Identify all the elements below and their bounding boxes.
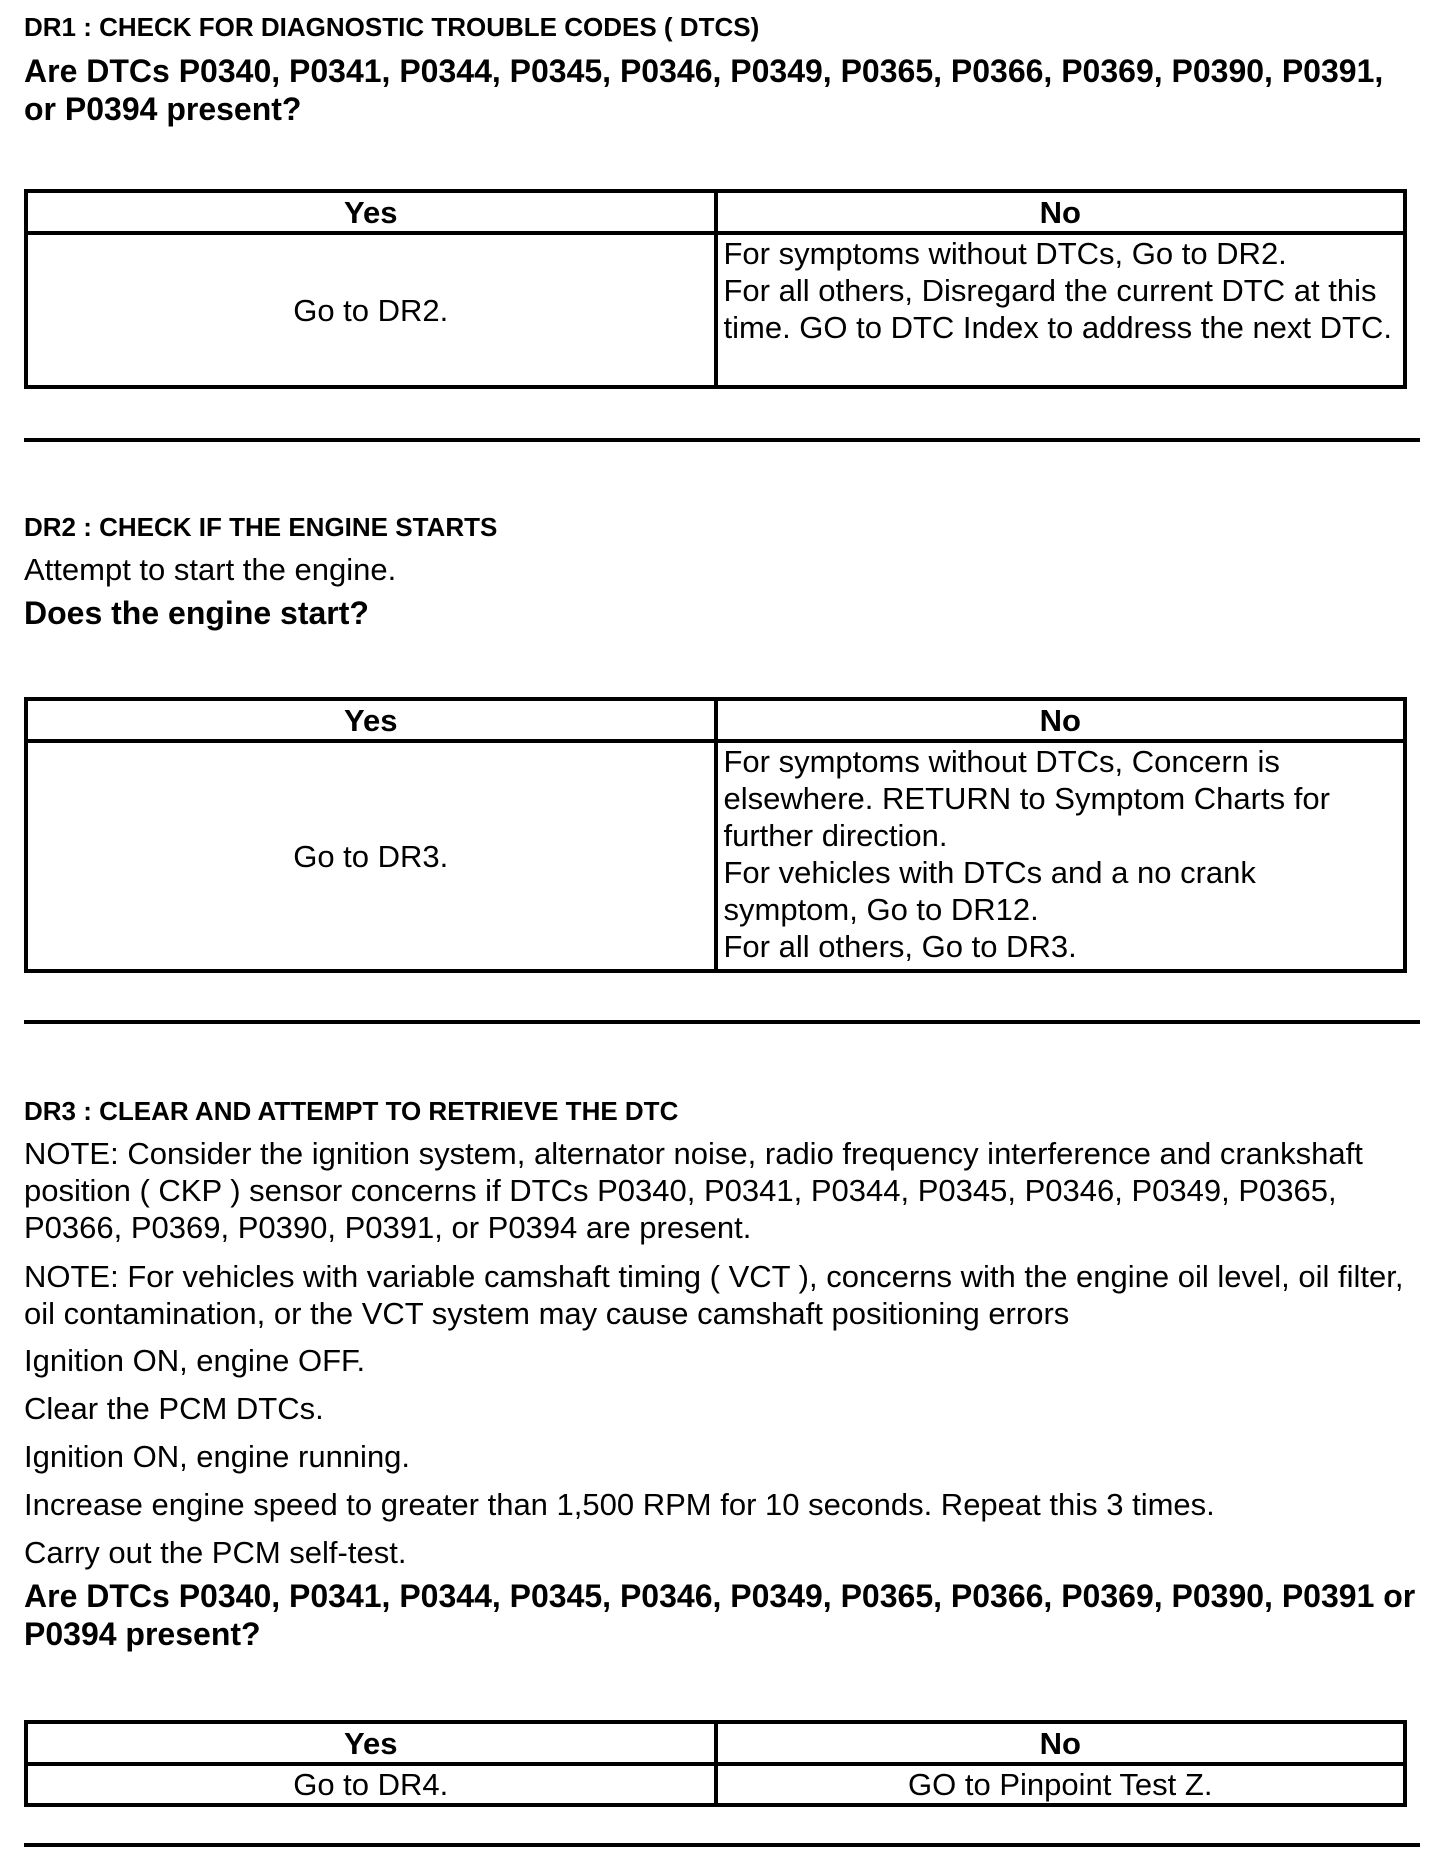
dr3-step: Increase engine speed to greater than 1,500 RPM for 10 seconds. Repeat this 3 times. [24, 1487, 1215, 1522]
dr3-step: Ignition ON, engine OFF. [24, 1343, 366, 1378]
dr3-section [24, 1096, 1420, 1653]
section-divider [24, 1843, 1420, 1847]
dr3-step: Carry out the PCM self-test. [24, 1535, 407, 1570]
dr2-title: DR2 : CHECK IF THE ENGINE STARTS [24, 512, 498, 542]
dr1-title: DR1 : CHECK FOR DIAGNOSTIC TROUBLE CODES ( DTCS) [24, 12, 760, 42]
dr1-section [24, 12, 1420, 128]
dr3-note-consider: NOTE: Consider the ignition system, alternator noise, radio frequency interference and crankshaft position ( CKP ) sensor concerns if DTCs P0340, P0341, P0344, P0345, P0346, P0349, P0365, P0366, P0369, P0390, P0391, or P0394 are present. [24, 1136, 1363, 1245]
dr1-no-line: For symptoms without DTCs, Go to DR2. [723, 236, 1287, 271]
dr2-no-header: No [716, 699, 1406, 741]
dr1-yes-header: Yes [26, 191, 716, 233]
dr3-yes-cell: Go to DR4. [26, 1764, 716, 1805]
dr2-no-line: For all others, Go to DR3. [723, 929, 1077, 964]
dr2-no-line: For vehicles with DTCs and a no crank symptom, Go to DR12. [723, 855, 1256, 927]
section-divider [24, 1020, 1420, 1024]
dr1-no-line: For all others, Disregard the current DTC at this time. GO to DTC Index to address the next DTC. [723, 273, 1392, 345]
dr1-decision-table [24, 189, 1407, 389]
dr3-step: Ignition ON, engine running. [24, 1439, 411, 1474]
dr3-no-cell: GO to Pinpoint Test Z. [716, 1764, 1406, 1805]
dr3-note-vct: NOTE: For vehicles with variable camshaft timing ( VCT ), concerns with the engine oil level, oil filter, oil contamination, or the VCT system may cause camshaft positioning errors [24, 1259, 1404, 1331]
dr1-no-cell [716, 233, 1406, 387]
dr1-question: Are DTCs P0340, P0341, P0344, P0345, P0346, P0349, P0365, P0366, P0369, P0390, P0391, or P0394 present? [24, 53, 1384, 127]
dr3-no-header: No [716, 1722, 1406, 1764]
dr2-question: Does the engine start? [24, 595, 369, 631]
dr1-no-header: No [716, 191, 1406, 233]
dr2-section [24, 512, 1420, 632]
dr2-instruction: Attempt to start the engine. [24, 552, 397, 587]
section-divider [24, 438, 1420, 442]
dr3-decision-table [24, 1720, 1407, 1807]
dr3-step: Clear the PCM DTCs. [24, 1391, 324, 1426]
dr2-yes-header: Yes [26, 699, 716, 741]
dr2-no-line: For symptoms without DTCs, Concern is elsewhere. RETURN to Symptom Charts for further direction. [723, 744, 1330, 853]
dr2-decision-table [24, 697, 1407, 973]
dr3-title: DR3 : CLEAR AND ATTEMPT TO RETRIEVE THE DTC [24, 1096, 679, 1126]
dr3-yes-header: Yes [26, 1722, 716, 1764]
dr2-no-cell [716, 741, 1406, 971]
dr1-yes-cell: Go to DR2. [26, 233, 716, 387]
dr3-question: Are DTCs P0340, P0341, P0344, P0345, P0346, P0349, P0365, P0366, P0369, P0390, P0391 or P0394 present? [24, 1578, 1416, 1652]
dr2-yes-cell: Go to DR3. [26, 741, 716, 971]
